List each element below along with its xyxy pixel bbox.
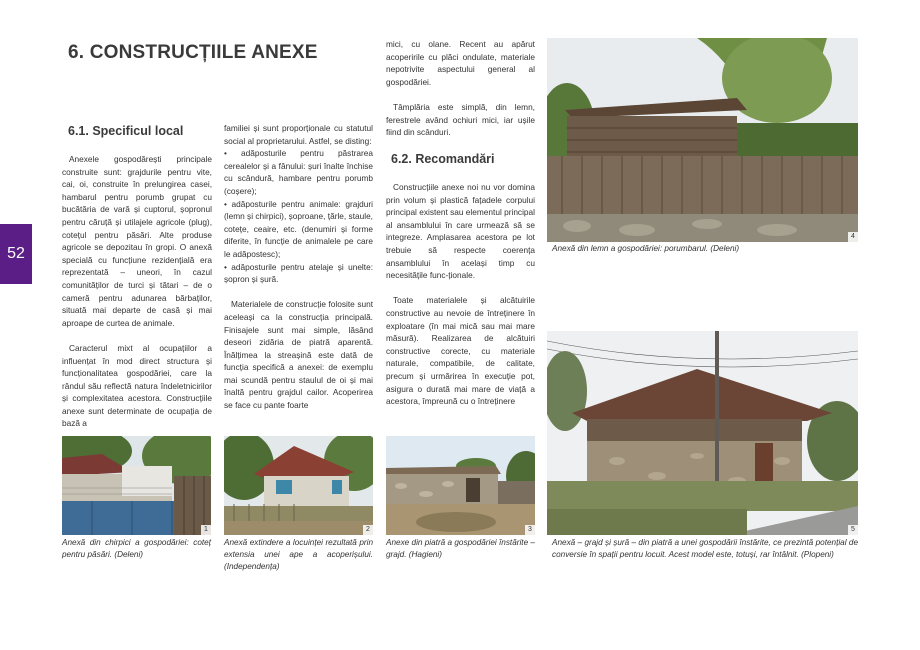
figure-caption: Anexă extindere a locuinței rezultată prin extensia unei ape a acoperișului. (Independența)	[224, 538, 373, 571]
photo-stone-annex	[386, 436, 535, 535]
photo-chicken-coop	[62, 436, 211, 535]
paragraph: Construcțiile anexe noi nu vor domina prin volum și plastică fațadele corpului principal existent sau elementul principal al ansamblului în care urmează să se integreze. Amplasarea acestora pe lot trebuie să respecte coerența ansamblului în același timp cu necesitățile func-ționale.	[386, 182, 535, 281]
bullet-item: • adăposturile pentru animale: grajduri (lemn și chirpici), șoproane, țărle, staule, cotețe, ceaire, etc. (denumiri și forme diferite, în funcție de animalele pe care le adăpostesc);	[224, 198, 373, 259]
paragraph: Caracterul mixt al ocupațiilor a influențat în mod direct structura și funcționalitatea gospodăriei, care la rândul său reflectă natura îndeletnicirilor și complexitatea acestora. Construcțiile anexe sunt determinate de ocupația de bază a	[62, 342, 212, 429]
photo-stone-stable	[547, 331, 858, 535]
paragraph: Materialele de construcție folosite sunt aceleași ca la construcția principală. Finisajele sunt mai simple, lăsând deseori zidăria de piatră aparentă. Înălțimea la streașină este dată de funcția specifică a anexei: de exemplu mai scundă pentru staulul de oi și mai înaltă pentru grajdul cailor. Acoperirea se face cu pante foarte	[224, 299, 373, 411]
page-number-tab: 52	[0, 224, 32, 284]
figure-caption: Anexă din lemn a gospodăriei: porumbarul. (Deleni)	[552, 244, 740, 253]
page-title: 6. CONSTRUCȚIILE ANEXE	[68, 42, 318, 63]
figure-number: 1	[201, 525, 211, 535]
section-heading-recommendations: 6.2. Recomandări	[391, 152, 495, 166]
figure-caption: Anexă din chirpici a gospodăriei: coteț pentru păsări. (Deleni)	[62, 538, 211, 559]
paragraph: Toate materialele și alcătuirile constructive au nevoie de întreținere în exploatare (în mai mică sau mai mare măsură). Realizarea de alcătuiri constructive corecte, cu materiale naturale, compatibile, de calitate, precum și urmărirea în execuție pot, asigura o durată mai mare de viață a acestora, împreună cu o întreținere	[386, 295, 535, 407]
paragraph: Tâmplăria este simplă, din lemn, ferestrele având ochiuri mici, iar ușile fiind din scânduri.	[386, 101, 535, 138]
column-1-text	[62, 153, 212, 430]
column-3-text-bottom	[386, 181, 535, 408]
figure-number: 5	[848, 525, 858, 535]
section-heading-local: 6.1. Specificul local	[68, 124, 184, 138]
figure-caption: Anexă – grajd și șură – din piatră a unei gospodării înstărite, ce prezintă potențial de conversie în spații pentru locuit. Acest model este, totuși, rar întâlnit. (Plopeni)	[552, 538, 858, 559]
photo-house-extension	[224, 436, 373, 535]
paragraph: Anexele gospodărești principale construite sunt: grajdurile pentru vite, cai, oi, construite în prelungirea casei, hambarul pentru porumb grupat cu bucătăria de vară și cuptorul, șopronul pentru căruță și utilajele agricole (plug), cotețul pentru păsări. Alte produse agricole se depozitau în gropi. O anexă specială cu funcțiune rezidențială era reprezentată – uneori, în cazul comunităților de turci și tătari – de o cameră pentru adunarea bărbaților, situată mai departe de casă și mai aproape de curtea de animale.	[62, 154, 212, 328]
paragraph: mici, cu olane. Recent au apărut acoperirile cu plăci ondulate, materiale nepotrivite aspectului general al gospodăriei.	[386, 39, 535, 87]
bullet-item: • adăposturile pentru atelaje și unelte: șopron și șură.	[224, 261, 373, 285]
figure-number: 4	[848, 232, 858, 242]
photo-corn-crib	[547, 38, 858, 242]
bullet-item: • adăposturile pentru păstrarea cerealelor și a fânului: șuri înalte închise cu scândură, hambare pentru porumb (coșere);	[224, 148, 373, 196]
column-3-text-top	[386, 38, 535, 139]
paragraph: familiei și sunt proporționale cu statutul social al proprietarului. Astfel, se disting:	[224, 123, 373, 146]
figure-number: 3	[525, 525, 535, 535]
figure-number: 2	[363, 525, 373, 535]
figure-caption: Anexe din piatră a gospodăriei înstărite – grajd. (Hagieni)	[386, 538, 535, 559]
column-2-text	[224, 122, 373, 412]
